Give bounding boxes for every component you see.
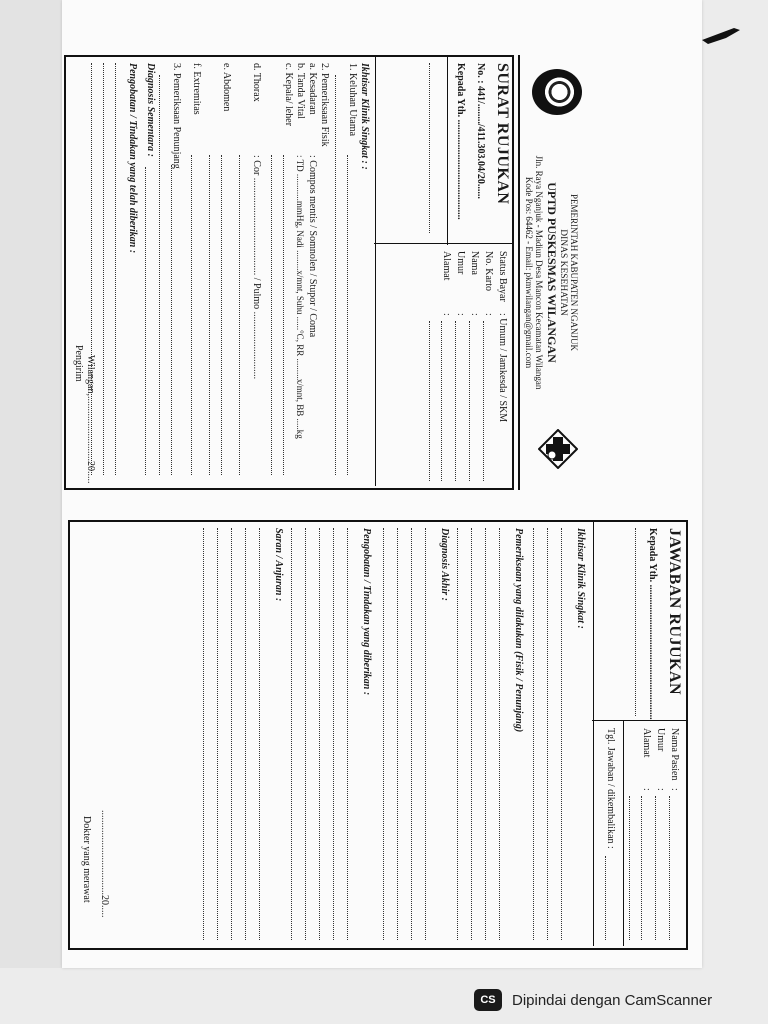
wilangan-date: Wilangan,..........................20..... [85,355,96,484]
saran-field[interactable] [259,528,260,940]
diagnosis-akhir-field-line-2[interactable] [411,528,412,940]
jawaban-alamat-field[interactable] [641,796,642,940]
surat-rujukan-title: SURAT RUJUKAN [494,63,511,205]
saran-field-line-4[interactable] [217,528,218,940]
ikhtisar-klinik-label: Ikhtisar Klinik Singkat : : [359,63,370,170]
ikhtisar-field[interactable] [561,528,562,940]
diagnosis-akhir-field-line-4[interactable] [383,528,384,940]
pengobatan-field-line-2[interactable] [103,63,104,475]
abdomen-field[interactable] [221,155,222,475]
umur-field[interactable] [455,321,456,481]
camscanner-label: Dipindai dengan CamScanner [512,991,713,1009]
keluhan-field-line-2[interactable] [335,75,336,475]
nama-field[interactable] [469,321,470,481]
torn-corner-icon [702,26,742,44]
jawaban-alamat-label: Alamat [641,728,652,758]
diagnosis-akhir-label: Diagnosis Akhir : [439,528,450,601]
pemeriksaan-field-line-4[interactable] [457,528,458,940]
jawaban-date: ..................................20..... [99,810,110,918]
jawaban-header-bottom-divider [593,520,594,946]
status-bayar-label: Status Bayar [497,251,508,302]
no-kartu-field[interactable] [483,321,484,481]
alamat-field-line-2[interactable] [429,321,430,481]
saran-field-line-5[interactable] [203,528,204,940]
thorax-label: d. Thorax [251,63,262,102]
surat-rujukan-panel [64,55,586,490]
thorax-values: : Cor ....................................... / Pulmo ........................... [251,155,262,380]
pemeriksaan-field[interactable] [499,528,500,940]
colon: : [483,313,494,316]
tgl-jawaban-label: Tgl. Jawaban / dikembalikan : [605,728,616,849]
kepada-field-line-2[interactable] [429,63,430,233]
header-line-2: DINAS KESEHATAN [558,229,568,316]
nama-pasien-field[interactable] [669,796,670,940]
pemeriksaan-field-line-2[interactable] [485,528,486,940]
jawaban-pengobatan-label: Pengobatan / Tindakan yang diberikan : [361,528,372,696]
jawaban-header-divider-v [592,720,688,721]
jawaban-ikhtisar-label: Ikhtisar Klinik Singkat : [575,528,586,629]
diagnosis-akhir-field-line-3[interactable] [397,528,398,940]
header-divider [518,55,520,490]
kesadaran-label: a. Kesadaran [307,63,318,115]
jawaban-rujukan-title: JAWABAN RUJUKAN [666,528,683,696]
tanda-vital-label: b. Tanda Vital [295,63,306,119]
saran-field-line-3[interactable] [231,528,232,940]
jawaban-kepada-field-line-2[interactable] [635,528,636,716]
keluhan-utama-label: 1. Keluhan Utama [347,63,358,137]
colon: : [655,788,666,791]
pengobatan-field[interactable] [115,63,116,475]
diagnosis-sementara-label: Diagnosis Sementara : [145,63,156,157]
status-bayar-options: : Umum / Jamkesda / SKM [497,313,508,423]
abdomen-field-line-2[interactable] [209,155,210,475]
ikhtisar-field-line-3[interactable] [533,528,534,940]
header-vertical-divider [374,243,514,244]
extremitas-field[interactable] [191,155,192,475]
jawaban-rujukan-panel [68,520,688,950]
kepala-leher-label: c. Kepala/ leher [283,63,294,127]
scan-edge-shadow [0,0,62,968]
kepala-leher-field[interactable] [283,155,284,475]
colon: : [469,313,480,316]
left-header-divider [447,55,448,245]
tanda-vital-values: : TD ............mmHg, Nadi .........x/mnt, Suhu ......°C, RR .........x/mnt, BB .....kg [295,155,305,439]
jawaban-form-frame [68,520,688,950]
pengobatan-label: Pengobatan / Tindakan yang telah diberikan : [127,63,138,254]
jawaban-pengobatan-field[interactable] [347,528,348,940]
header-line-3: UPTD PUSKESMAS WILANGAN [545,182,559,363]
tgl-divider [623,720,624,946]
alamat-label: Alamat [441,251,452,281]
umur-label: Umur [455,251,466,275]
pemeriksaan-dilakukan-label: Pemeriksaan yang dilakukan (Fisik / Penunjang) [513,528,524,733]
diagnosis-field[interactable] [145,167,146,475]
camscanner-logo-icon: CS [474,989,502,1011]
jawaban-pengobatan-field-line-3[interactable] [319,528,320,940]
abdomen-label: e. Abdomen [221,63,232,112]
jawaban-pengobatan-field-line-2[interactable] [333,528,334,940]
nama-label: Nama [469,251,480,275]
colon: : [441,313,452,316]
puskesmas-cross-icon [538,429,578,469]
extremitas-label: f. Extremitas [191,63,202,115]
keluhan-field[interactable] [347,155,348,475]
penunjang-field[interactable] [171,165,172,475]
kepada-yth: Kepada Yth. ........................................ [455,63,466,220]
nomor-surat: No. : 441/......../411.303.04/20...... [475,63,486,199]
jawaban-kepada-yth: Kepada Yth. ...................................................... [647,528,658,720]
saran-field-line-2[interactable] [245,528,246,940]
thorax-field-line-2[interactable] [239,155,240,475]
alamat-field[interactable] [441,321,442,481]
header-line-4: Jln. Raya Nganjuk - Madiun Desa Mancon Kecamatan Wilangan [534,155,544,390]
kepala-leher-field-line-2[interactable] [271,155,272,475]
header-bottom-divider [375,55,376,486]
jawaban-alamat-field-line-2[interactable] [629,796,630,940]
pemeriksaan-field-line-3[interactable] [471,528,472,940]
ikhtisar-field-line-2[interactable] [547,528,548,940]
diagnosis-akhir-field[interactable] [425,528,426,940]
pemeriksaan-fisik-label: 2. Pemeriksaan Fisik [319,63,330,147]
dokter-yang-merawat-label: Dokter yang merawat [81,816,92,903]
penunjang-field-line-2[interactable] [159,75,160,475]
jawaban-pengobatan-field-line-5[interactable] [291,528,292,940]
saran-anjuran-label: Saran / Anjuran : [273,528,284,602]
header-line-5: Kode Pos: 64462 - Email: pkmwilangan@gmail.com [524,176,534,369]
jawaban-pengobatan-field-line-4[interactable] [305,528,306,940]
tgl-jawaban-field[interactable] [605,856,606,940]
header-line-1: PEMERINTAH KABUPATEN NGANJUK [569,194,579,351]
nama-pasien-label: Nama Pasien [669,728,680,781]
pengirim-label: Pengirim [73,345,84,382]
colon: : [641,788,652,791]
penunjang-label: 3. Pemeriksaan Penunjang [171,63,182,169]
kesadaran-options: : Compos mentis / Somnolen / Stupor / Coma [307,155,318,338]
colon: : [455,313,466,316]
colon: : [669,788,680,791]
jawaban-umur-field[interactable] [655,796,656,940]
jawaban-umur-label: Umur [655,728,666,752]
camscanner-watermark [474,984,754,1016]
no-kartu-label: No. Karto [483,251,494,291]
